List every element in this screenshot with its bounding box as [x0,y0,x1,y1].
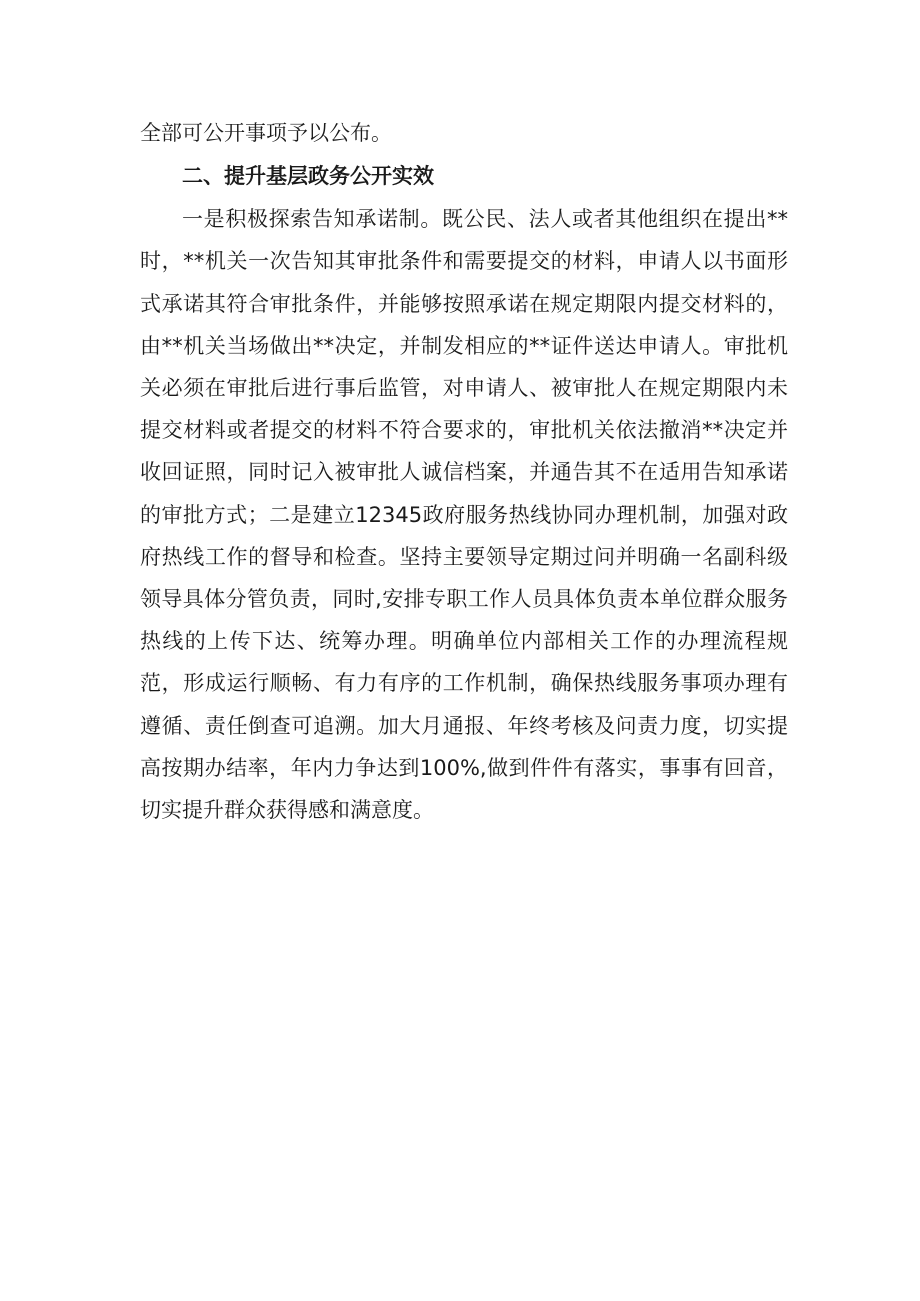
document-body [140,112,788,831]
body-paragraph: 一是积极探索告知承诺制。既公民、法人或者其他组织在提出**时，**机关一次告知其审批条件和需要提交的材料，申请人以书面形式承诺其符合审批条件，并能够按照承诺在规定期限内提交材料的，由**机关当场做出**决定，并制发相应的**证件送达申请人。审批机关必须在审批后进行事后监管，对申请人、被审批人在规定期限内未提交材料或者提交的材料不符合要求的，审批机关依法撤消**决定并收回证照，同时记入被审批人诚信档案，并通告其不在适用告知承诺的审批方式；二是建立12345政府服务热线协同办理机制，加强对政府热线工作的督导和检查。坚持主要领导定期过问并明确一名副科级领导具体分管负责，同时,安排专职工作人员具体负责本单位群众服务热线的上传下达、统筹办理。明确单位内部相关工作的办理流程规范，形成运行顺畅、有力有序的工作机制，确保热线服务事项办理有遵循、责任倒查可追溯。加大月通报、年终考核及问责力度，切实提高按期办结率，年内力争达到100%,做到件件有落实，事事有回音，切实提升群众获得感和满意度。 [140,207,788,823]
intro-line: 全部可公开事项予以公布。 [140,121,392,145]
section-heading: 二、提升基层政务公开实效 [182,164,434,189]
